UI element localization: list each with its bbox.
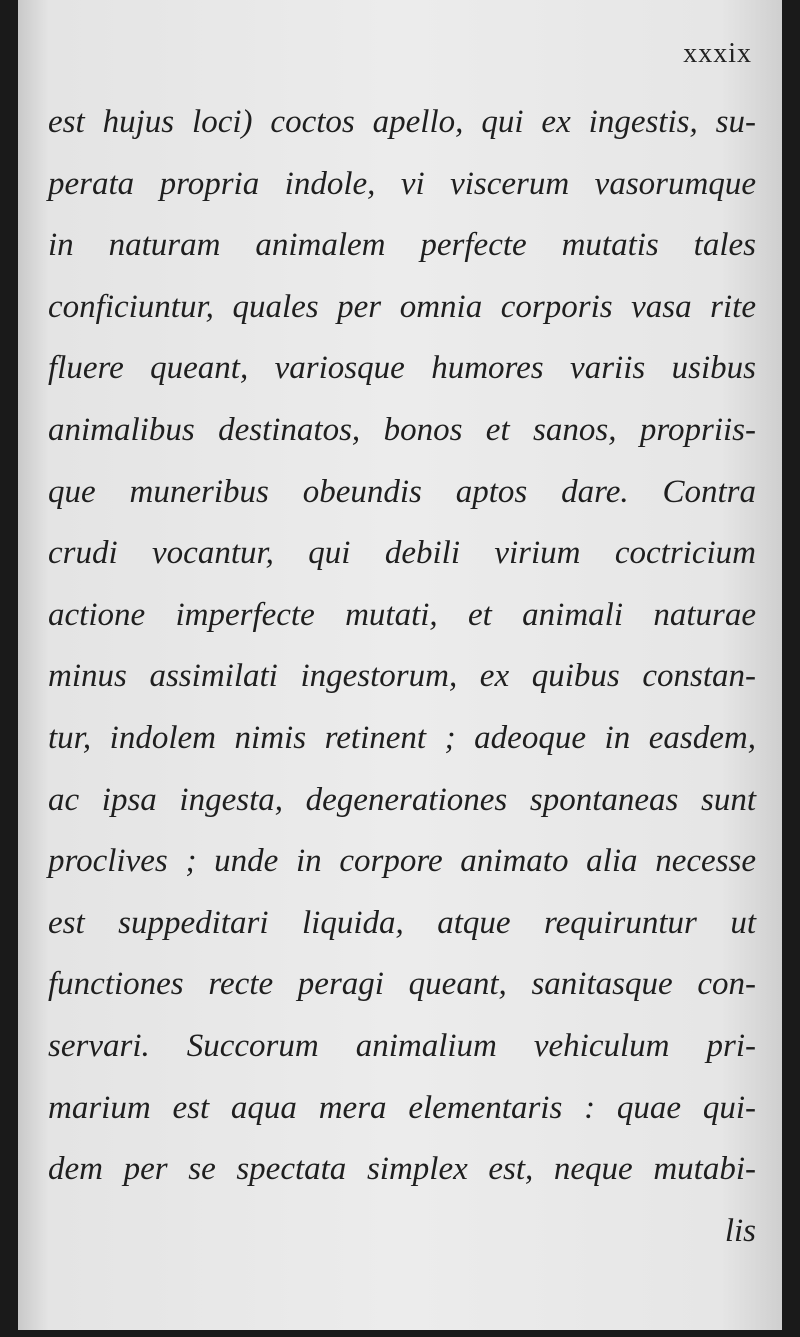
text-line: perata propria indole, vi viscerum vasorumque (48, 165, 756, 202)
text-line: fluere queant, variosque humores variis usibus (48, 350, 756, 387)
text-line: dem per se spectata simplex est, neque mutabi- (48, 1151, 756, 1188)
text-line: est hujus loci) coctos apello, qui ex ingestis, su- (48, 104, 756, 140)
catchword: lis (724, 1212, 756, 1249)
text-line: proclives ; unde in corpore animato alia necesse (48, 843, 756, 880)
text-line: animalibus destinatos, bonos et sanos, propriis- (48, 411, 756, 448)
text-line: ac ipsa ingesta, degenerationes spontaneas sunt (48, 781, 756, 818)
text-line: servari. Succorum animalium vehiculum pri- (48, 1027, 756, 1064)
text-line: minus assimilati ingestorum, ex quibus constan- (48, 658, 756, 695)
text-line: actione imperfecte mutati, et animali naturae (48, 596, 756, 633)
text-line: in naturam animalem perfecte mutatis tales (48, 227, 756, 264)
text-line: crudi vocantur, qui debili virium coctricium (48, 535, 756, 572)
text-line: tur, indolem nimis retinent ; adeoque in easdem, (48, 719, 756, 756)
text-line: marium est aqua mera elementaris : quae qui- (48, 1089, 756, 1126)
text-line: est suppeditari liquida, atque requiruntur ut (48, 904, 756, 941)
text-line: que muneribus obeundis aptos dare. Contra (48, 473, 756, 510)
body-text (48, 92, 756, 1262)
book-page (18, 0, 782, 1330)
text-line: conficiuntur, quales per omnia corporis vasa rite (48, 288, 756, 325)
page-number: xxxix (683, 38, 752, 69)
text-line: functiones recte peragi queant, sanitasque con- (48, 966, 756, 1003)
